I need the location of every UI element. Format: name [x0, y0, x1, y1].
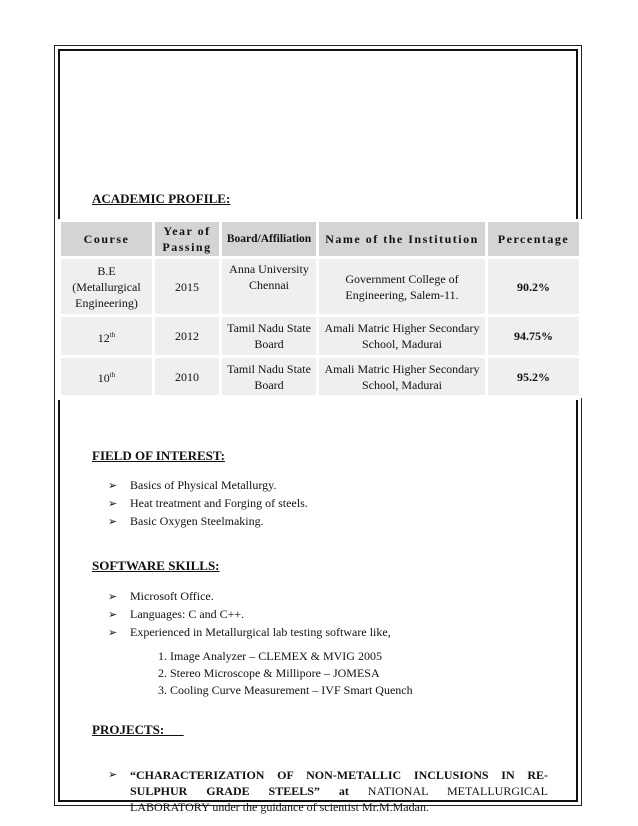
list-item	[108, 605, 391, 623]
academic-profile-heading: ACADEMIC PROFILE:	[92, 191, 231, 206]
col-header-board: Board/Affiliation	[221, 221, 318, 258]
field-of-interest-heading: FIELD OF INTEREST:	[92, 448, 225, 463]
course-number: 12	[97, 330, 110, 345]
project-title: “CHARACTERIZATION OF NON-METALLIC INCLUSIONS IN RE-SULPHUR GRADE STEELS” at	[130, 768, 548, 798]
cell-board: Tamil Nadu State Board	[221, 357, 318, 397]
list-item	[108, 476, 308, 494]
course-ordinal: th	[109, 330, 116, 339]
cell-course	[60, 357, 154, 397]
arrow-bullet-icon: ➢	[108, 768, 118, 781]
academic-table	[58, 219, 582, 398]
course-number: 10	[97, 371, 110, 385]
list-item	[108, 623, 391, 641]
col-header-institution: Name of the Institution	[318, 221, 487, 258]
cell-year: 2012	[154, 316, 221, 357]
cell-institution: Amali Matric Higher Secondary School, Madurai	[318, 316, 487, 357]
table-row	[60, 357, 581, 397]
list-item	[108, 512, 308, 530]
cell-percentage: 94.75%	[487, 316, 581, 357]
arrow-bullet-icon: ➢	[108, 626, 118, 639]
project-description: NATIONAL METALLURGICAL LABORATORY under the guidance of scientist Mr.M.Madan.	[130, 784, 548, 814]
table-header-row	[60, 221, 581, 258]
col-header-year: Year of Passing	[154, 221, 221, 258]
course-ordinal: th	[109, 371, 116, 379]
cell-year: 2015	[154, 258, 221, 316]
software-list	[108, 587, 391, 641]
sub-list-item: 3. Cooling Curve Measurement – IVF Smart Quench	[158, 683, 413, 697]
list-item	[108, 587, 391, 605]
cell-board: Anna University Chennai	[221, 258, 318, 316]
arrow-bullet-icon: ➢	[108, 479, 118, 492]
software-skills-heading: SOFTWARE SKILLS:	[92, 558, 220, 573]
list-item-text: Heat treatment and Forging of steels.	[130, 496, 308, 510]
table-row	[60, 316, 581, 357]
cell-institution: Government College of Engineering, Salem-11.	[318, 258, 487, 316]
arrow-bullet-icon: ➢	[108, 608, 118, 621]
projects-heading: PROJECTS:	[92, 722, 184, 737]
cell-percentage: 95.2%	[487, 357, 581, 397]
interest-list	[108, 476, 308, 530]
col-header-percentage: Percentage	[487, 221, 581, 258]
cell-course: B.E (Metallurgical Engineering)	[60, 258, 154, 316]
cell-percentage: 90.2%	[487, 258, 581, 316]
list-item-text: Experienced in Metallurgical lab testing software like,	[130, 625, 391, 639]
software-sub-list	[158, 648, 413, 699]
cell-institution: Amali Matric Higher Secondary School, Madurai	[318, 357, 487, 397]
cell-year: 2010	[154, 357, 221, 397]
list-item	[108, 494, 308, 512]
col-header-course: Course	[60, 221, 154, 258]
list-item-text: Languages: C and C++.	[130, 607, 245, 621]
list-item-text: Basics of Physical Metallurgy.	[130, 478, 277, 492]
project-item	[108, 767, 548, 815]
sub-list-item: 1. Image Analyzer – CLEMEX & MVIG 2005	[158, 649, 382, 663]
table-row	[60, 258, 581, 316]
arrow-bullet-icon: ➢	[108, 590, 118, 603]
cell-course	[60, 316, 154, 357]
list-item-text: Basic Oxygen Steelmaking.	[130, 514, 264, 528]
project-text	[130, 767, 548, 815]
list-item-text: Microsoft Office.	[130, 589, 214, 603]
sub-list-item: 2. Stereo Microscope & Millipore – JOMESA	[158, 666, 380, 680]
arrow-bullet-icon: ➢	[108, 515, 118, 528]
cell-board: Tamil Nadu State Board	[221, 316, 318, 357]
arrow-bullet-icon: ➢	[108, 497, 118, 510]
table-divider	[58, 397, 578, 400]
